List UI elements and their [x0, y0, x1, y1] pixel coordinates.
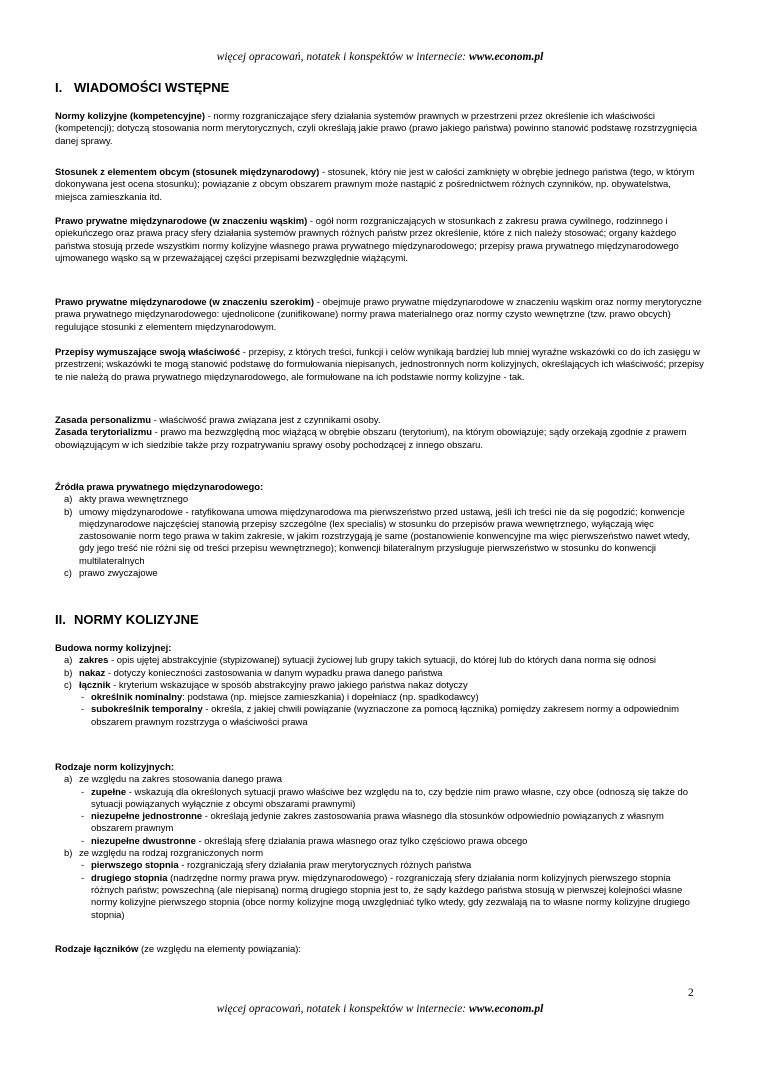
dash-marker: -: [81, 692, 85, 704]
header-site-link[interactable]: www.econom.pl: [468, 51, 544, 63]
term: Stosunek z elementem obcym (stosunek międzynarodowy): [55, 167, 320, 178]
list-item-text: - dotyczy konieczności zastosowania w danym wypadku prawa danego państwa: [105, 667, 443, 679]
types-block: [55, 762, 705, 922]
term: niezupełne jednostronne: [91, 811, 203, 823]
list-marker: b): [64, 667, 73, 679]
dash-marker: -: [81, 786, 85, 798]
section-1-heading: [55, 80, 229, 96]
dash-marker: -: [81, 811, 85, 823]
list-item-text: - kryterium wskazujące w sposób abstrakcyjny prawo jakiego państwa nakaz dotyczy: [110, 679, 468, 691]
list-item-text: umowy międzynarodowe - ratyfikowana umowa międzynarodowa ma pierwszeństwo przed ustawą, jeśli ich treści nie da się pogodzić; konwencje międzynarodowe najczęściej stanowią przepisy szczególne (lex specialis) w stosunku do przepisów prawa wewnętrznego, wyłączają więc zastosowanie norm tego prawa w takim zakresie, w jakim rozstrzygają je same (postanowienie konwencyjne ma więc pierwszeństwo nawet wtedy, gdy jego treść nie różni się od treści przepisu wewnętrznego); konwencji bilateralnym przysługuje pierwszeństwo w stosunku do konwencji multilateralnych: [79, 506, 690, 567]
list-item: [55, 848, 705, 860]
definition: - prawo ma bezwzględną moc wiążącą w obrębie obszaru (terytorium), na którym obowiązuje; sądy orzekają zgodnie z prawem obowiązującym w ich siedzibie także przy rozpatrywaniu sprawy osoby pochodzącej z innego obszaru.: [55, 427, 687, 451]
list-item: [55, 655, 705, 667]
term: Przepisy wymuszające swoją właściwość: [55, 347, 241, 358]
sources-title: [55, 482, 705, 494]
sublist-item-text: - określają sferę działania prawa własnego oraz tylko częściowo prawa obcego: [195, 835, 528, 847]
structure-title-text: Budowa normy kolizyjnej:: [55, 643, 172, 654]
definition: - obejmuje prawo prywatne międzynarodowe w znaczeniu wąskim oraz normy merytoryczne prawa prywatnego międzynarodowego: ujednolicone (zunifikowane) normy prawa materialnego oraz normy czysto wewnętrzne (tzw. prawo obcych) regulujące stosunki z elementem międzynarodowym.: [55, 297, 702, 333]
types-title: [55, 762, 705, 774]
list-item-text: ze względu na zakres stosowania danego prawa: [79, 774, 283, 786]
paragraph-ppm-waskie: [55, 216, 705, 265]
sources-title-text: Źródła prawa prywatnego międzynarodowego:: [55, 482, 264, 493]
term: łącznik: [79, 679, 111, 691]
types-sublist-a: [55, 787, 705, 848]
sublist-item: [55, 704, 705, 729]
definition: - ogół norm rozgraniczających w stosunkach z zakresu prawa cywilnego, rodzinnego i opiekuńczego oraz prawa pracy sfery działania systemów prawnych różnych państw przez określenie, które z nich należy stosować; organy każdego państwa stosują przede wszystkim normy kolizyjne własnego prawa prywatnego międzynarodowego; przepisy prawa prywatnego międzynarodowego ujmowanego wąsko są w przeważającej części przepisami bezwzględnie wiążącymi.: [55, 216, 679, 264]
list-item-text: prawo zwyczajowe: [79, 568, 158, 580]
sublist-item: [55, 873, 705, 922]
section-2-number: II.: [55, 612, 66, 627]
page-footer: [0, 1002, 760, 1016]
term: niezupełne dwustronne: [91, 835, 196, 847]
footer-site-link[interactable]: www.econom.pl: [468, 1003, 544, 1015]
list-item: [55, 507, 705, 568]
list-item-text: ze względu na rodzaj rozgraniczonych norm: [79, 848, 264, 860]
list-item: [55, 494, 705, 506]
section-1-number: I.: [55, 80, 63, 95]
sources-block: [55, 482, 705, 580]
structure-sublist: [55, 692, 705, 729]
structure-list: [55, 655, 705, 692]
definition: - przepisy, z których treści, funkcji i celów wynikają bardziej lub mniej wyraźne wskazówki co do ich zasięgu w przestrzeni; wskazówki te mogą stanowić podstawę do formułowania niepisanych, jednostronnych norm kolizyjnych, określających ich właściwość; przepisy te nie należą do prawa prywatnego międzynarodowego, ale formułowane na ich podstawie normy kolizyjne - tak.: [55, 347, 704, 383]
term: Zasada terytorializmu: [55, 427, 153, 439]
page-header: [0, 50, 760, 64]
term: Zasada personalizmu: [55, 415, 151, 426]
zasada-terytorializmu: [55, 427, 705, 452]
definition: - normy rozgraniczające sfery działania systemów prawnych w przestrzeni przez określenie ich właściwości (kompetencji); dotyczą stosowania norm merytorycznych, czyli określają jakie prawo (prawo jakiego państwa) powinno stanowić podstawę rozstrzygnięcia danej sprawy.: [55, 111, 698, 147]
sublist-item: [55, 860, 705, 872]
paragraph-stosunek-obcy: [55, 167, 705, 204]
footer-text: więcej opracowań, notatek i konspektów w internecie:: [216, 1003, 469, 1015]
list-item-text: - opis ujętej abstrakcyjnie (stypizowanej) sytuacji życiowej lub grupy takich sytuacji, do której lub do których dana norma się odnosi: [108, 655, 657, 667]
sublist-item-text: - wskazują dla określonych sytuacji prawo właściwe bez względu na to, czy będzie nim prawo własne, czy obce (odnoszą się także do sytuacji powiązanych wyłącznie z obcymi obszarami prawnymi): [91, 786, 688, 810]
dash-marker: -: [81, 860, 85, 872]
term: zupełne: [91, 786, 127, 798]
list-marker: c): [64, 679, 72, 691]
types-title-text: Rodzaje norm kolizyjnych:: [55, 762, 175, 773]
list-marker: a): [64, 774, 73, 786]
term: nakaz: [79, 667, 106, 679]
list-marker: a): [64, 655, 73, 667]
sublist-item-text: - określa, z jakiej chwili powiązanie (wyznaczone za pomocą łącznika) pomiędzy zakresem normy a odpowiednim obszarem prawnym rozstrzyga o właściwości prawa: [91, 704, 679, 728]
list-marker: c): [64, 568, 72, 580]
structure-title: [55, 643, 705, 655]
zasada-personalizmu: [55, 415, 705, 427]
term: drugiego stopnia: [91, 872, 168, 884]
list-item: [55, 774, 705, 786]
term: określnik nominalny: [91, 692, 183, 704]
term: Rodzaje łączników: [55, 944, 139, 955]
sublist-item-text: (nadrzędne normy prawa pryw. międzynarodowego) - rozgraniczają sfery działania norm kolizyjnych pierwszego stopnia różnych państw; powszechną (ale niepisaną) normą drugiego stopnia jest to, że sądy każdego państwa stosują w pierwszej kolejności własne normy kolizyjne pierwszego stopnia (obce normy kolizyjne mogą uwzględniać tylko wtedy, gdy zezwalają na to własne normy kolizyjne drugiego stopnia): [91, 872, 690, 921]
sublist-item: [55, 811, 705, 836]
term: zakres: [79, 655, 109, 667]
sublist-item-text: : podstawa (np. miejsce zamieszkania) i dopełniacz (np. spadkodawcy): [182, 692, 479, 704]
dash-marker: -: [81, 872, 85, 884]
sublist-item-text: - określają jedynie zakres zastosowania prawa własnego dla stosunków odpowiednio powiązanych z własnym obszarem prawnym: [91, 811, 664, 835]
paragraph-zasady: [55, 415, 705, 452]
term: Prawo prywatne międzynarodowe (w znaczeniu wąskim): [55, 216, 308, 227]
list-item: [55, 668, 705, 680]
list-marker: a): [64, 494, 73, 506]
section-2-title: NORMY KOLIZYJNE: [74, 612, 199, 627]
term: Normy kolizyjne (kompetencyjne): [55, 111, 205, 122]
sublist-item-text: - rozgraniczają sfery działania praw merytorycznych różnych państwa: [178, 860, 472, 872]
definition: - stosunek, który nie jest w całości zamknięty w obrębie jednego państwa (tego, w którym dokonywana jest ocena stosunku); powiązanie z obcym obszarem prawnym może nastąpić z pośrednictwem różnych czynników, np. obywatelstwa, miejsca zamieszkania itd.: [55, 167, 695, 203]
list-item: [55, 568, 705, 580]
connectors-text: (ze względu na elementy powiązania):: [138, 944, 302, 955]
sublist-item: [55, 836, 705, 848]
header-text: więcej opracowań, notatek i konspektów w internecie:: [216, 51, 469, 63]
term: Prawo prywatne międzynarodowe (w znaczeniu szerokim): [55, 297, 315, 308]
types-list-a: [55, 774, 705, 786]
dash-marker: -: [81, 835, 85, 847]
page-number: 2: [688, 987, 694, 999]
section-1-title: WIADOMOŚCI WSTĘPNE: [74, 80, 230, 95]
list-item: [55, 680, 705, 692]
sublist-item: [55, 787, 705, 812]
list-item-text: akty prawa wewnętrznego: [79, 494, 189, 506]
types-list-b: [55, 848, 705, 860]
definition: - właściwość prawa związana jest z czynnikami osoby.: [150, 415, 381, 426]
structure-block: [55, 643, 705, 729]
paragraph-przepisy-wymuszajace: [55, 347, 705, 384]
term: subokreślnik temporalny: [91, 704, 203, 716]
section-2-heading: [55, 612, 199, 628]
types-sublist-b: [55, 860, 705, 921]
paragraph-ppm-szerokie: [55, 297, 705, 334]
sources-list: [55, 494, 705, 580]
sublist-item: [55, 692, 705, 704]
paragraph-normy-kolizyjne: [55, 111, 705, 148]
term: pierwszego stopnia: [91, 860, 179, 872]
list-marker: b): [64, 506, 73, 518]
connectors-line: [55, 944, 705, 956]
list-marker: b): [64, 848, 73, 860]
dash-marker: -: [81, 704, 85, 716]
